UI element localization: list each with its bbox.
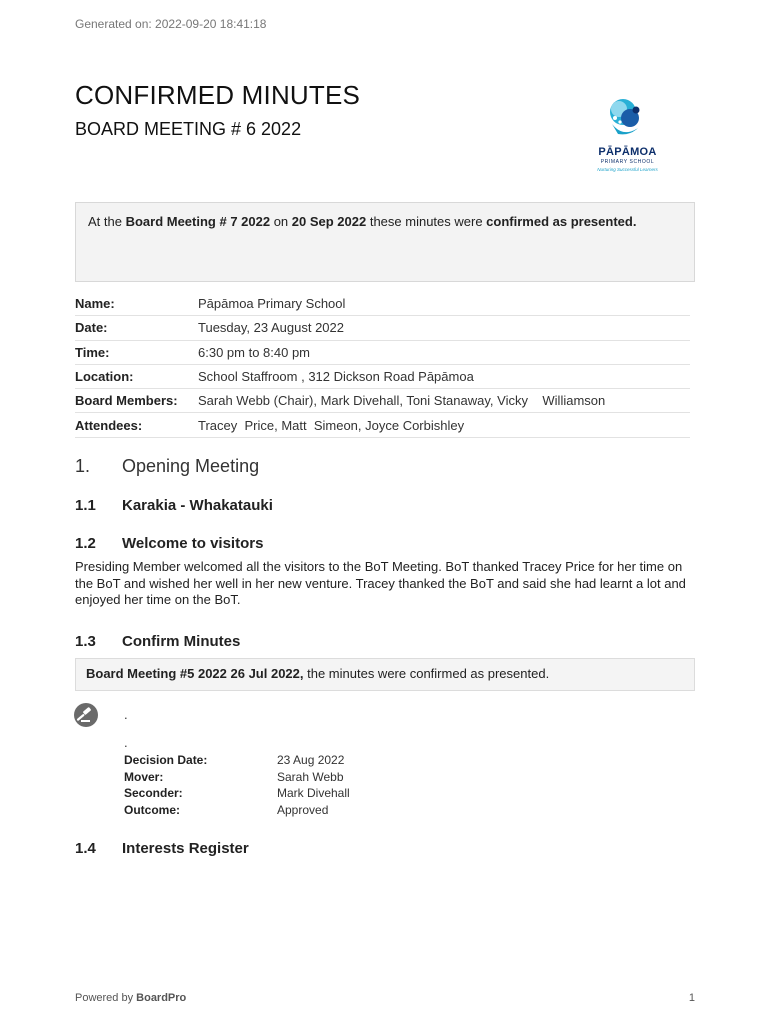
- detail-row: [75, 365, 690, 389]
- school-logo: [590, 96, 665, 178]
- decision-label: Decision Date:: [124, 753, 208, 767]
- decision-value: Approved: [277, 802, 329, 817]
- decision-label: Seconder:: [124, 786, 183, 800]
- welcome-paragraph: Presiding Member welcomed all the visitors to the BoT Meeting. BoT thanked Tracey Price for her time on the BoT and wished her well in her new venture. Tracey thanked the BoT and said she had learnt a lot and enjoyed her time on the BoT.: [75, 559, 686, 607]
- footer-powered-by: [75, 992, 186, 1004]
- detail-label: Date:: [75, 320, 108, 336]
- school-logo-icon: [590, 96, 665, 144]
- decision-details: [124, 752, 350, 818]
- detail-value: Pāpāmoa Primary School: [198, 296, 346, 312]
- detail-value: School Staffroom , 312 Dickson Road Pāpāmoa: [198, 369, 474, 385]
- detail-row: [75, 316, 690, 340]
- minutes-confirmation-box: [75, 658, 695, 691]
- confirmation-text: these minutes were: [366, 214, 487, 229]
- detail-value: Tuesday, 23 August 2022: [198, 320, 344, 336]
- detail-label: Time:: [75, 344, 110, 360]
- footer-brand: BoardPro: [136, 992, 187, 1004]
- decision-row: [124, 802, 350, 819]
- item-title: Karakia - Whakatauki: [122, 497, 273, 514]
- confirmation-text: At the: [88, 214, 126, 229]
- decision-value: Mark Divehall: [277, 786, 350, 800]
- detail-label: Attendees:: [75, 417, 143, 433]
- page-subtitle: BOARD MEETING # 6 2022: [75, 119, 302, 139]
- detail-label: Location:: [75, 369, 134, 385]
- item-number: 1.4: [75, 840, 96, 857]
- item-number: 1.3: [75, 633, 96, 650]
- detail-label: Board Members:: [75, 393, 178, 409]
- decision-line: .: [124, 707, 128, 722]
- page-title: CONFIRMED MINUTES: [75, 80, 361, 110]
- decision-row: [124, 785, 350, 802]
- item-title: Welcome to visitors: [122, 535, 264, 552]
- item-title: Interests Register: [122, 840, 249, 857]
- decision-value: 23 Aug 2022: [277, 753, 345, 767]
- page-number: 1: [688, 992, 695, 1004]
- confirmation-text: on: [270, 214, 292, 229]
- detail-value: 6:30 pm to 8:40 pm: [198, 344, 311, 360]
- detail-row: [75, 389, 690, 413]
- generated-timestamp: Generated on: 2022-09-20 18:41:18: [75, 17, 267, 31]
- item-number: 1.2: [75, 535, 96, 552]
- decision-value: Sarah Webb: [277, 769, 344, 784]
- confirming-date: 20 Sep 2022: [291, 214, 367, 229]
- decision-row: [124, 752, 350, 769]
- meeting-details: [75, 292, 690, 438]
- decision-row: [124, 769, 350, 786]
- gavel-icon: [74, 703, 98, 727]
- confirmation-notice: [75, 202, 695, 282]
- detail-row: [75, 341, 690, 365]
- minutes-text: the minutes were confirmed as presented.: [303, 666, 550, 681]
- detail-value: Tracey Price, Matt Simeon, Joyce Corbishley: [198, 417, 465, 433]
- section-title: Opening Meeting: [122, 456, 260, 476]
- confirming-meeting: Board Meeting # 7 2022: [125, 214, 271, 229]
- minutes-reference: Board Meeting #5 2022 26 Jul 2022,: [86, 666, 304, 681]
- decision-label: Mover:: [124, 769, 164, 784]
- detail-value: Sarah Webb (Chair), Mark Divehall, Toni Stanaway, Vicky Williamson: [198, 393, 606, 409]
- logo-tagline: Nurturing Successful Learners: [597, 167, 658, 172]
- logo-subtitle: PRIMARY SCHOOL: [600, 159, 655, 165]
- detail-label: Name:: [75, 296, 115, 312]
- item-number: 1.1: [75, 497, 96, 514]
- section-number: 1.: [75, 456, 91, 476]
- decision-label: Outcome:: [124, 802, 181, 817]
- confirmation-status: confirmed as presented.: [486, 214, 637, 229]
- logo-name: PĀPĀMOA: [598, 146, 657, 158]
- item-title: Confirm Minutes: [122, 633, 241, 650]
- detail-row: [75, 292, 690, 316]
- decision-line: .: [124, 735, 128, 750]
- footer-prefix: Powered by: [75, 992, 137, 1004]
- detail-row: [75, 413, 690, 437]
